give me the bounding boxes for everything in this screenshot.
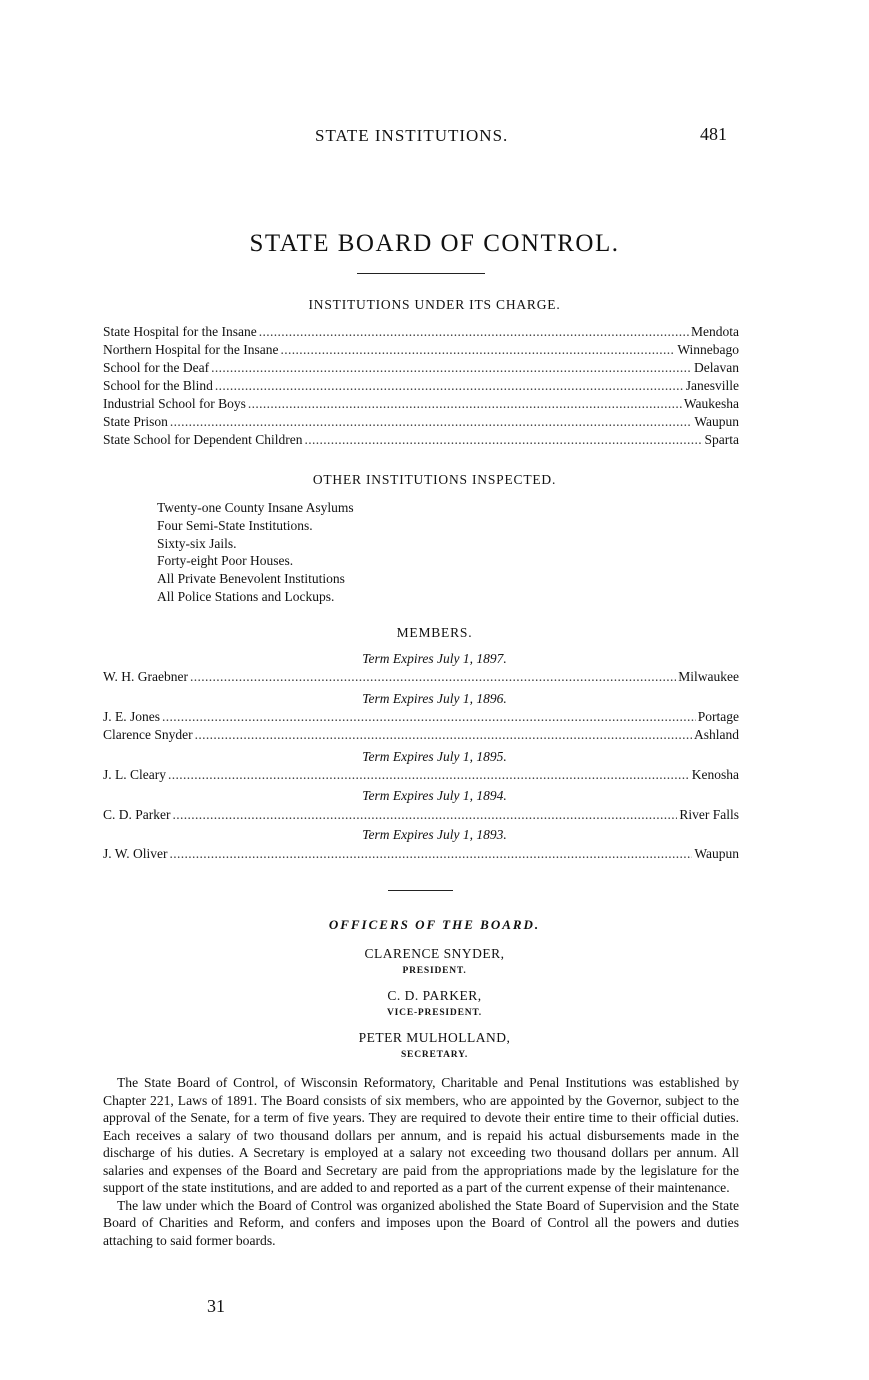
institution-name: School for the Blind — [103, 378, 213, 393]
member-name: J. E. Jones — [103, 709, 160, 724]
title-rule — [357, 273, 485, 274]
institution-name: State Prison — [103, 414, 168, 429]
list-item: Forty-eight Poor Houses. — [157, 553, 294, 569]
institution-name: Northern Hospital for the Insane — [103, 342, 279, 357]
dot-leader — [259, 323, 689, 341]
member-place: Kenosha — [691, 767, 739, 782]
dot-leader — [215, 377, 684, 395]
institutions-heading: INSTITUTIONS UNDER ITS CHARGE. — [308, 297, 561, 312]
other-institutions-list — [157, 499, 354, 606]
institution-place: Waukesha — [683, 396, 739, 411]
member-name: Clarence Snyder — [103, 727, 193, 742]
member-place: Ashland — [694, 727, 739, 742]
dot-leader — [195, 726, 692, 744]
signature-mark: 31 — [207, 1296, 225, 1316]
dot-leader — [168, 766, 690, 784]
running-title: STATE INSTITUTIONS. — [315, 126, 509, 145]
member-place: River Falls — [679, 807, 739, 822]
term-heading: Term Expires July 1, 1894. — [362, 788, 507, 803]
institution-row — [103, 395, 739, 413]
page-number: 481 — [700, 124, 727, 144]
list-item: All Police Stations and Lockups. — [157, 588, 335, 604]
dot-leader — [211, 359, 692, 377]
member-row — [103, 726, 739, 744]
member-row — [103, 845, 739, 863]
dot-leader — [162, 708, 696, 726]
other-institutions-heading: OTHER INSTITUTIONS INSPECTED. — [312, 472, 557, 487]
members-heading: MEMBERS. — [396, 625, 473, 640]
dot-leader — [304, 431, 702, 449]
member-name: W. H. Graebner — [103, 669, 188, 684]
officers-heading: OFFICERS OF THE BOARD. — [328, 917, 541, 932]
institution-place: Mendota — [691, 324, 739, 339]
term-heading: Term Expires July 1, 1897. — [362, 651, 507, 666]
term-heading: Term Expires July 1, 1895. — [362, 749, 507, 764]
member-row — [103, 668, 739, 686]
officer-name: C. D. PARKER, — [387, 988, 482, 1003]
institution-place: Delavan — [694, 360, 739, 375]
officer-name: PETER MULHOLLAND, — [358, 1030, 511, 1045]
list-item: Sixty-six Jails. — [157, 535, 237, 551]
dot-leader — [190, 668, 676, 686]
officer-title: PRESIDENT. — [402, 966, 467, 976]
section-rule — [388, 890, 453, 891]
list-item: All Private Benevolent Institutions — [157, 571, 345, 587]
member-row — [103, 766, 739, 784]
institution-place: Winnebago — [677, 342, 739, 357]
dot-leader — [173, 806, 678, 824]
institution-name: State School for Dependent Children — [103, 432, 303, 447]
institution-name: State Hospital for the Insane — [103, 324, 257, 339]
institution-name: School for the Deaf — [103, 360, 210, 375]
officer-name: CLARENCE SNYDER, — [364, 946, 505, 961]
institution-row — [103, 341, 739, 359]
institution-row — [103, 377, 739, 395]
institution-place: Janesville — [685, 378, 739, 393]
paragraph: The law under which the Board of Control was organized abolished the State Board of Supervision and the State Board of Charities and Reform, and confers and imposes upon the Board of Control all the powers and duties attaching to said former boards. — [103, 1197, 739, 1248]
institution-row — [103, 359, 739, 377]
institution-place: Sparta — [704, 432, 739, 447]
member-name: J. L. Cleary — [103, 767, 166, 782]
institution-row — [103, 431, 739, 449]
list-item: Twenty-one County Insane Asylums — [157, 500, 354, 515]
member-place: Milwaukee — [678, 669, 739, 684]
member-row — [103, 806, 739, 824]
institution-place: Waupun — [694, 414, 739, 429]
term-heading: Term Expires July 1, 1896. — [362, 691, 507, 706]
institution-row — [103, 413, 739, 431]
dot-leader — [170, 413, 692, 431]
member-place: Waupun — [694, 846, 739, 861]
institution-row — [103, 323, 739, 341]
running-head — [0, 126, 869, 148]
dot-leader — [280, 341, 675, 359]
body-text — [103, 1074, 739, 1249]
member-name: C. D. Parker — [103, 807, 171, 822]
member-place: Portage — [697, 709, 739, 724]
term-heading: Term Expires July 1, 1893. — [362, 827, 507, 842]
dot-leader — [248, 395, 682, 413]
member-name: J. W. Oliver — [103, 846, 168, 861]
officer-title: VICE-PRESIDENT. — [387, 1008, 482, 1018]
page-title: STATE BOARD OF CONTROL. — [249, 230, 620, 257]
dot-leader — [170, 845, 693, 863]
list-item: Four Semi-State Institutions. — [157, 517, 313, 533]
institution-name: Industrial School for Boys — [103, 396, 246, 411]
member-row — [103, 708, 739, 726]
officer-title: SECRETARY. — [400, 1050, 469, 1060]
paragraph: The State Board of Control, of Wisconsin Reformatory, Charitable and Penal Institutions was established by Chapter 221, Laws of 1891. The Board consists of six members, who are appointed by the Governor, subject to the approval of the Senate, for a term of five years. They are required to devote their entire time to their official duties. Each receives a salary of two thousand dollars per annum, and is repaid his actual disbursements made in the discharge of his duties. A Secretary is employed at a salary not exceeding two thousand dollars per annum. All salaries and expenses of the Board and Secretary are paid from the appropriations made by the legislature for the support of the state institutions, and are added to and reported as a part of the current expense of their maintenance. — [103, 1075, 739, 1195]
